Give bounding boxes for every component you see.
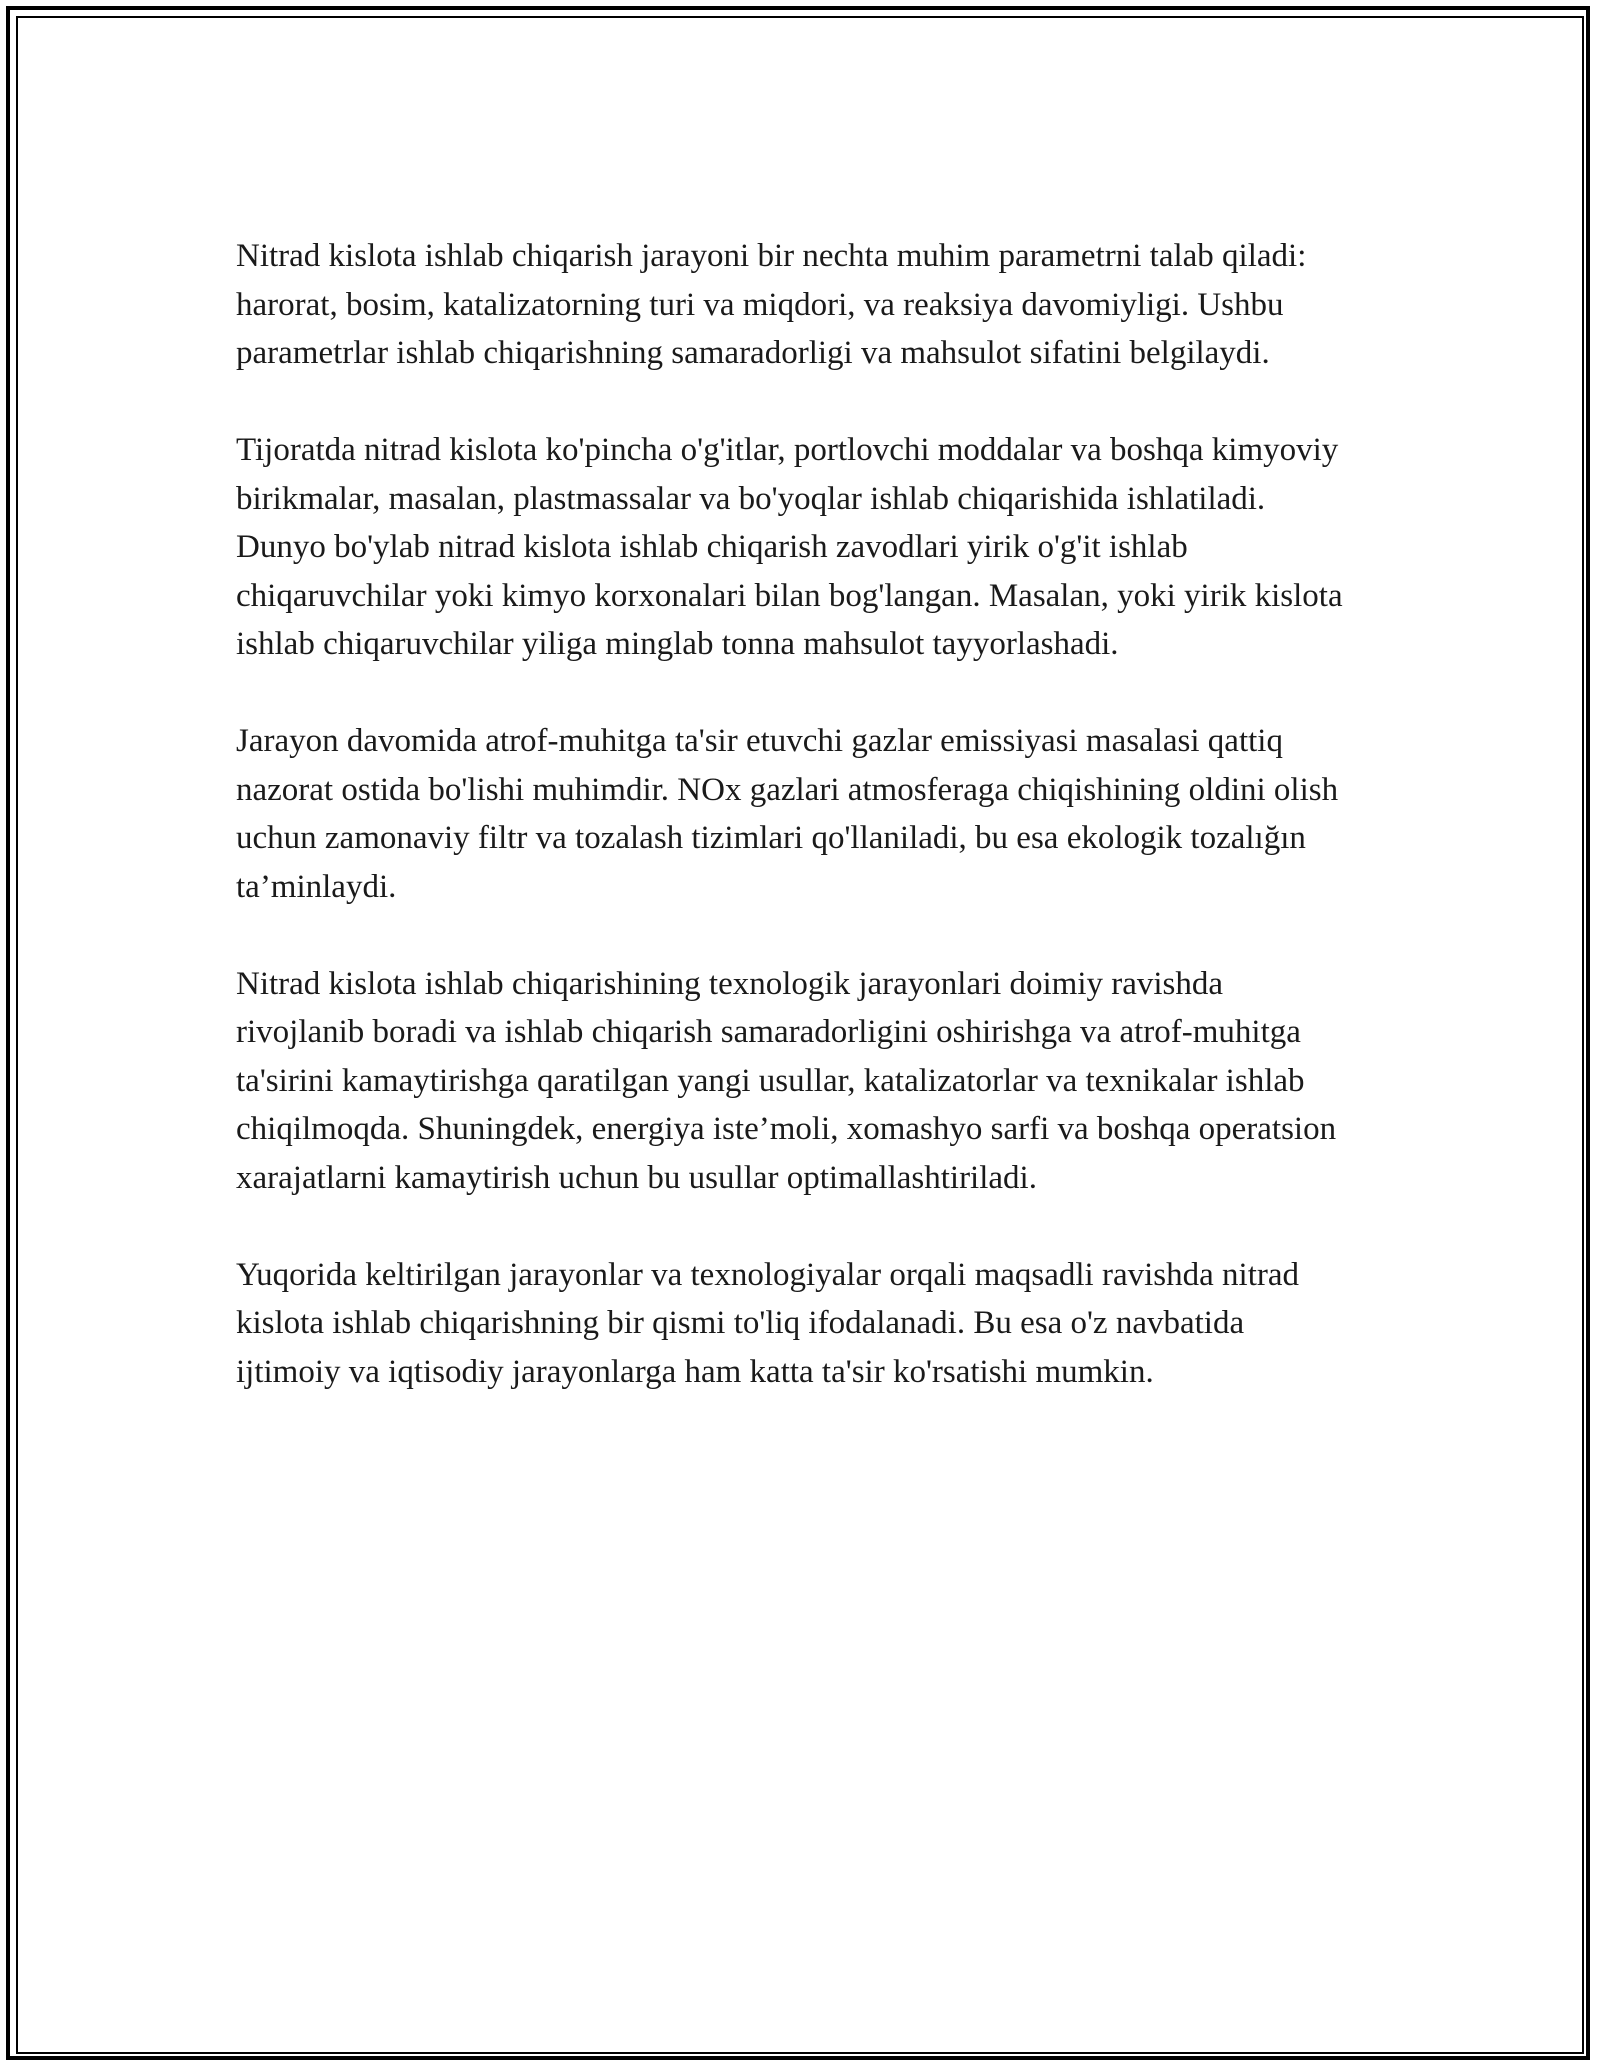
paragraph-4: Nitrad kislota ishlab chiqarishining texnologik jarayonlari doimiy ravishda rivojlanib boradi va ishlab chiqarish samaradorligini oshirishga va atrof-muhitga ta'sirini kamaytirishga qaratilgan yangi usullar, katalizatorlar va texnikalar ishlab chiqilmoqda. Shuningdek, energiya iste’moli, xomashyo sarfi va boshqa operatsion xarajatlarni kamaytirish uchun bu usullar optimallashtiriladi. — [236, 965, 1337, 1196]
paragraph-5: Yuqorida keltirilgan jarayonlar va texnologiyalar orqali maqsadli ravishda nitrad kislota ishlab chiqarishning bir qismi to'liq ifodalanadi. Bu esa o'z navbatida ijtimoiy va iqtisodiy jarayonlarga ham katta ta'sir ko'rsatishi mumkin. — [236, 1256, 1299, 1390]
paragraph-3: Jarayon davomida atrof-muhitga ta'sir etuvchi gazlar emissiyasi masalasi qattiq nazorat ostida bo'lishi muhimdir. NOx gazlari atmosferaga chiqishining oldini olish uchun zamonaviy filtr va tozalash tizimlari qo'llaniladi, bu esa ekologik tozalığın ta’minlaydi. — [236, 723, 1339, 905]
document-body — [236, 232, 1356, 1445]
paragraph-1: Nitrad kislota ishlab chiqarish jarayoni bir nechta muhim parametrni talab qiladi: harorat, bosim, katalizatorning turi va miqdori, va reaksiya davomiyligi. Ushbu parametrlar ishlab chiqarishning samaradorligi va mahsulot sifatini belgilaydi. — [236, 238, 1307, 371]
paragraph-2: Tijoratda nitrad kislota ko'pincha o'g'itlar, portlovchi moddalar va boshqa kimyoviy birikmalar, masalan, plastmassalar va bo'yoqlar ishlab chiqarishida ishlatiladi. Dunyo bo'ylab nitrad kislota ishlab chiqarish zavodlari yirik o'g'it ishlab chiqaruvchilar yoki kimyo korxonalari bilan bog'langan. Masalan, yoki yirik kislota ishlab chiqaruvchilar yiliga minglab tonna mahsulot tayyorlashadi. — [236, 432, 1343, 662]
